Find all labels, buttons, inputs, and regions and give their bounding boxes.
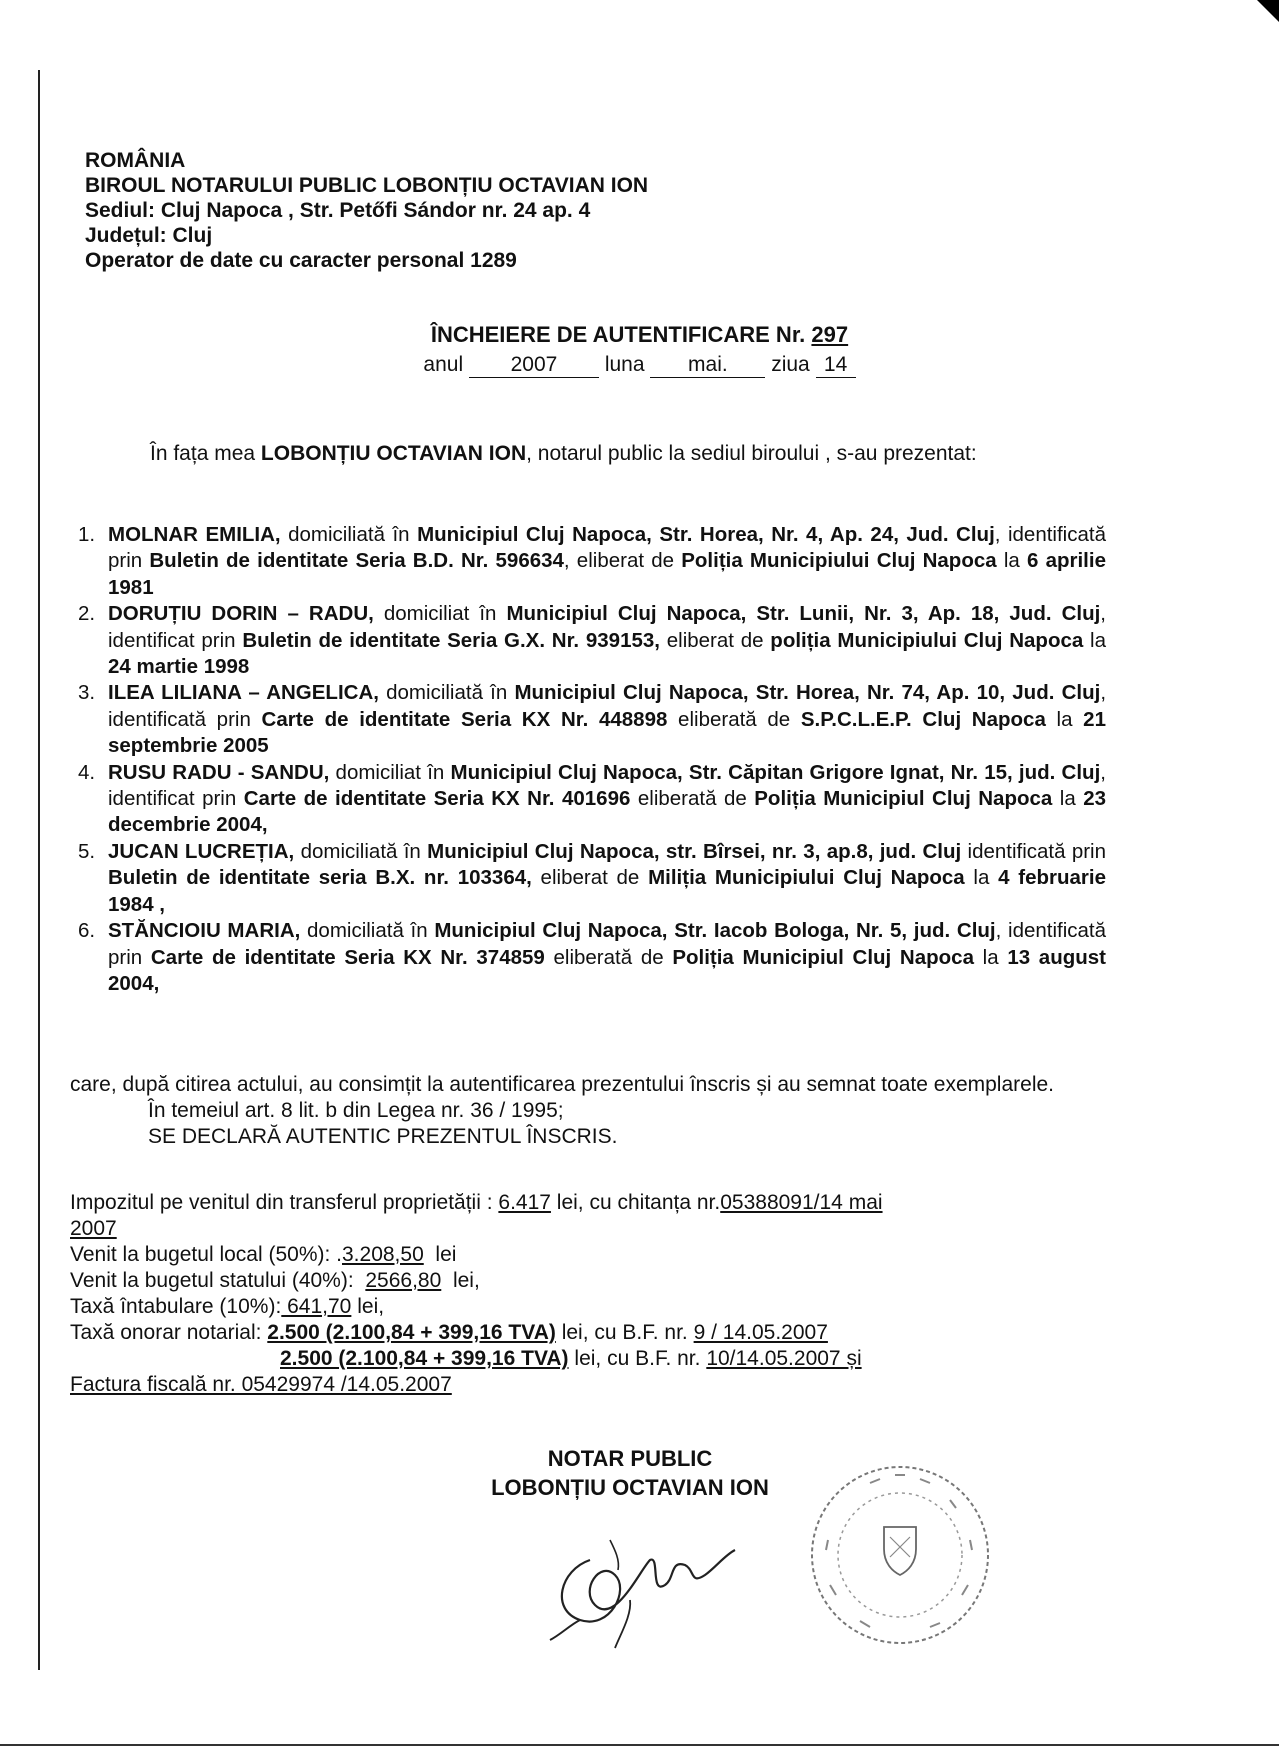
closing-consent: care, după citirea actului, au consimțit la autentificarea prezentului înscris și au semnat toate exemplarele. <box>70 1073 1055 1096</box>
person-name: JUCAN LUCREȚIA, <box>108 839 295 863</box>
person-issuer: Miliția Municipiului Cluj Napoca <box>648 866 965 890</box>
list-number: 5. <box>78 839 96 863</box>
person-issue-date: 4 februarie 1984 , <box>108 866 1106 916</box>
person-issue-date: 13 august 2004, <box>108 945 1107 995</box>
person-issue-date: 21 septembrie 2005 <box>108 707 1106 758</box>
person-issue-date: 6 aprilie 1981 <box>108 549 1106 599</box>
fee-invoice-line <box>70 1372 1120 1398</box>
notary-seal-stamp <box>800 1455 1000 1655</box>
list-item <box>78 680 1106 759</box>
text: , eliberat de <box>563 549 682 573</box>
handwritten-signature <box>520 1500 760 1650</box>
list-item <box>78 522 1106 601</box>
person-address: Municipiul Cluj Napoca, Str. Căpitan Grigore Ignat, Nr. 15, jud. Cluj <box>450 760 1101 784</box>
fee-state-line <box>70 1268 1120 1294</box>
list-item <box>78 918 1106 997</box>
fee-label: Venit la bugetul local (50%): . <box>70 1243 342 1266</box>
list-number: 1. <box>78 523 96 546</box>
list-item <box>78 839 1106 918</box>
text: domiciliată în <box>300 919 435 943</box>
fee-year: 2007 <box>70 1217 117 1240</box>
text: domiciliată în <box>378 681 515 705</box>
year-label: anul <box>423 353 464 376</box>
text: , identificată prin <box>108 523 1106 573</box>
office-address: Sediul: Cluj Napoca , Str. Petőfi Sándor nr. 24 ap. 4 <box>85 199 591 222</box>
office-county: Județul: Cluj <box>85 224 213 247</box>
person-address: Municipiul Cluj Napoca, Str. Lunii, Nr. 3, Ap. 18, Jud. Cluj <box>506 602 1101 626</box>
list-number: 3. <box>78 681 96 705</box>
title-number: 297 <box>811 322 849 347</box>
text: eliberată de <box>667 707 801 731</box>
intro-prefix: În fața mea <box>150 442 256 465</box>
person-issuer: Poliția Municipiul Cluj Napoca <box>754 787 1053 811</box>
list-number: 4. <box>78 760 96 784</box>
text: eliberată de <box>630 787 755 811</box>
text: identificată prin <box>961 839 1107 863</box>
list-item <box>78 601 1106 680</box>
fee-bf: 10/14.05.2007 și <box>706 1347 862 1370</box>
fee-label: Venit la bugetul statului (40%): <box>70 1269 354 1292</box>
text: eliberat de <box>659 628 771 652</box>
closing-paragraph <box>70 1072 1110 1150</box>
fee-value: 6.417 <box>498 1191 551 1214</box>
text: domiciliat în <box>329 760 451 784</box>
person-id-doc: Buletin de identitate seria B.X. nr. 103364, <box>108 866 532 890</box>
text: la <box>996 549 1027 573</box>
text: la <box>974 945 1008 969</box>
text: domiciliată în <box>294 839 428 863</box>
person-address: Municipiul Cluj Napoca, Str. Iacob Bologa, Nr. 5, jud. Cluj <box>434 919 996 943</box>
fee-text: lei, cu chitanța nr. <box>556 1191 721 1214</box>
fee-value: 3.208,50 <box>342 1243 424 1266</box>
person-name: STĂNCIOIU MARIA, <box>108 919 301 943</box>
fee-unit: lei <box>435 1243 457 1266</box>
person-name: DORUȚIU DORIN – RADU, <box>108 602 374 626</box>
fee-bf: 9 / 14.05.2007 <box>693 1321 828 1344</box>
text: domiciliat în <box>373 602 507 626</box>
fee-label: Impozitul pe venitul din transferul proprietății : <box>70 1191 493 1214</box>
year-value: 2007 <box>469 353 599 378</box>
document-title <box>0 322 1279 348</box>
person-address: Municipiul Cluj Napoca, Str. Horea, Nr. 74, Ap. 10, Jud. Cluj <box>514 681 1101 705</box>
day-value: 14 <box>816 353 856 378</box>
person-address: Municipiul Cluj Napoca, str. Bîrsei, nr. 3, ap.8, jud. Cluj <box>427 839 962 863</box>
text: la <box>1052 787 1084 811</box>
person-id-doc: Buletin de identitate Seria G.X. Nr. 939153, <box>242 628 660 652</box>
person-issuer: Poliția Municipiului Cluj Napoca <box>681 549 997 573</box>
scan-corner-mark <box>1257 0 1279 22</box>
intro-suffix: , notarul public la sediul biroului , s-au prezentat: <box>526 442 977 465</box>
fee-unit: lei, <box>357 1295 385 1318</box>
closing-legal-basis: În temeiul art. 8 lit. b din Legea nr. 36 / 1995; <box>148 1099 564 1122</box>
fee-label: Taxă onorar notarial: <box>70 1321 262 1344</box>
closing-declaration: SE DECLARĂ AUTENTIC PREZENTUL ÎNSCRIS. <box>148 1125 618 1148</box>
person-id-doc: Buletin de identitate Seria B.D. Nr. 596634 <box>149 549 564 573</box>
title-label: ÎNCHEIERE DE AUTENTIFICARE Nr. <box>430 322 806 347</box>
fee-text: lei, cu B.F. nr. <box>561 1321 688 1344</box>
text: la <box>1083 628 1106 652</box>
text: , identificat prin <box>108 602 1106 652</box>
data-operator: Operator de date cu caracter personal 1289 <box>85 249 517 272</box>
fee-local-line <box>70 1242 1120 1268</box>
fee-value: 2.500 (2.100,84 + 399,16 TVA) <box>267 1321 556 1344</box>
person-issuer: S.P.C.L.E.P. Cluj Napoca <box>800 707 1046 731</box>
person-name: MOLNAR EMILIA, <box>108 523 281 546</box>
fee-value: 641,70 <box>281 1295 352 1318</box>
month-label: luna <box>604 353 645 376</box>
person-issue-date: 24 martie 1998 <box>108 655 250 679</box>
scan-border-left <box>38 70 40 1670</box>
fee-label: Taxă întabulare (10%): <box>70 1295 282 1318</box>
fee-intab-line <box>70 1294 1120 1320</box>
date-line <box>0 353 1279 378</box>
text: la <box>1045 707 1084 731</box>
office-name: BIROUL NOTARULUI PUBLIC LOBONȚIU OCTAVIAN ION <box>85 174 649 197</box>
fee-tax-line <box>70 1190 1120 1216</box>
fee-invoice: Factura fiscală nr. 05429974 /14.05.2007 <box>70 1373 452 1396</box>
text: la <box>964 866 999 890</box>
person-id-doc: Carte de identitate Seria KX Nr. 448898 <box>261 707 668 731</box>
fee-value: 2.500 (2.100,84 + 399,16 TVA) <box>280 1347 569 1370</box>
fee-value: 2566,80 <box>365 1269 442 1292</box>
fee-text: lei, cu B.F. nr. <box>574 1347 701 1370</box>
signature-title: NOTAR PUBLIC <box>547 1446 713 1471</box>
person-id-doc: Carte de identitate Seria KX Nr. 401696 <box>243 787 631 811</box>
intro-notary: LOBONȚIU OCTAVIAN ION <box>260 442 527 465</box>
person-address: Municipiul Cluj Napoca, Str. Horea, Nr. 4, Ap. 24, Jud. Cluj <box>417 523 995 546</box>
list-number: 6. <box>78 919 96 943</box>
text: domiciliată în <box>280 523 418 546</box>
persons-list <box>78 522 1106 997</box>
fees-section <box>70 1190 1120 1398</box>
intro-paragraph <box>78 440 1108 468</box>
person-issue-date: 23 decembrie 2004, <box>108 787 1107 837</box>
list-item <box>78 760 1106 839</box>
text: , identificată prin <box>108 681 1107 731</box>
person-name: RUSU RADU - SANDU, <box>108 760 330 784</box>
country-heading: ROMÂNIA <box>85 149 186 172</box>
text: , identificat prin <box>108 760 1106 811</box>
scan-border-bottom <box>0 1744 1279 1746</box>
person-id-doc: Carte de identitate Seria KX Nr. 374859 <box>150 945 545 969</box>
fee-tax-year-line <box>70 1216 1120 1242</box>
signature-name: LOBONȚIU OCTAVIAN ION <box>491 1475 769 1500</box>
office-header <box>85 148 648 273</box>
text: eliberată de <box>544 945 673 969</box>
fee-onorar-line-2 <box>70 1346 1120 1372</box>
person-name: ILEA LILIANA – ANGELICA, <box>108 681 379 705</box>
person-issuer: Poliția Municipiul Cluj Napoca <box>672 945 974 969</box>
fee-receipt: 05388091/14 mai <box>720 1191 883 1214</box>
day-label: ziua <box>771 353 810 376</box>
month-value: mai. <box>650 353 765 378</box>
person-issuer: poliția Municipiului Cluj Napoca <box>770 628 1084 652</box>
list-number: 2. <box>78 602 96 626</box>
fee-unit: lei, <box>452 1269 480 1292</box>
text: , identificată prin <box>108 919 1107 969</box>
fee-onorar-line-1 <box>70 1320 1120 1346</box>
text: eliberat de <box>531 866 649 890</box>
